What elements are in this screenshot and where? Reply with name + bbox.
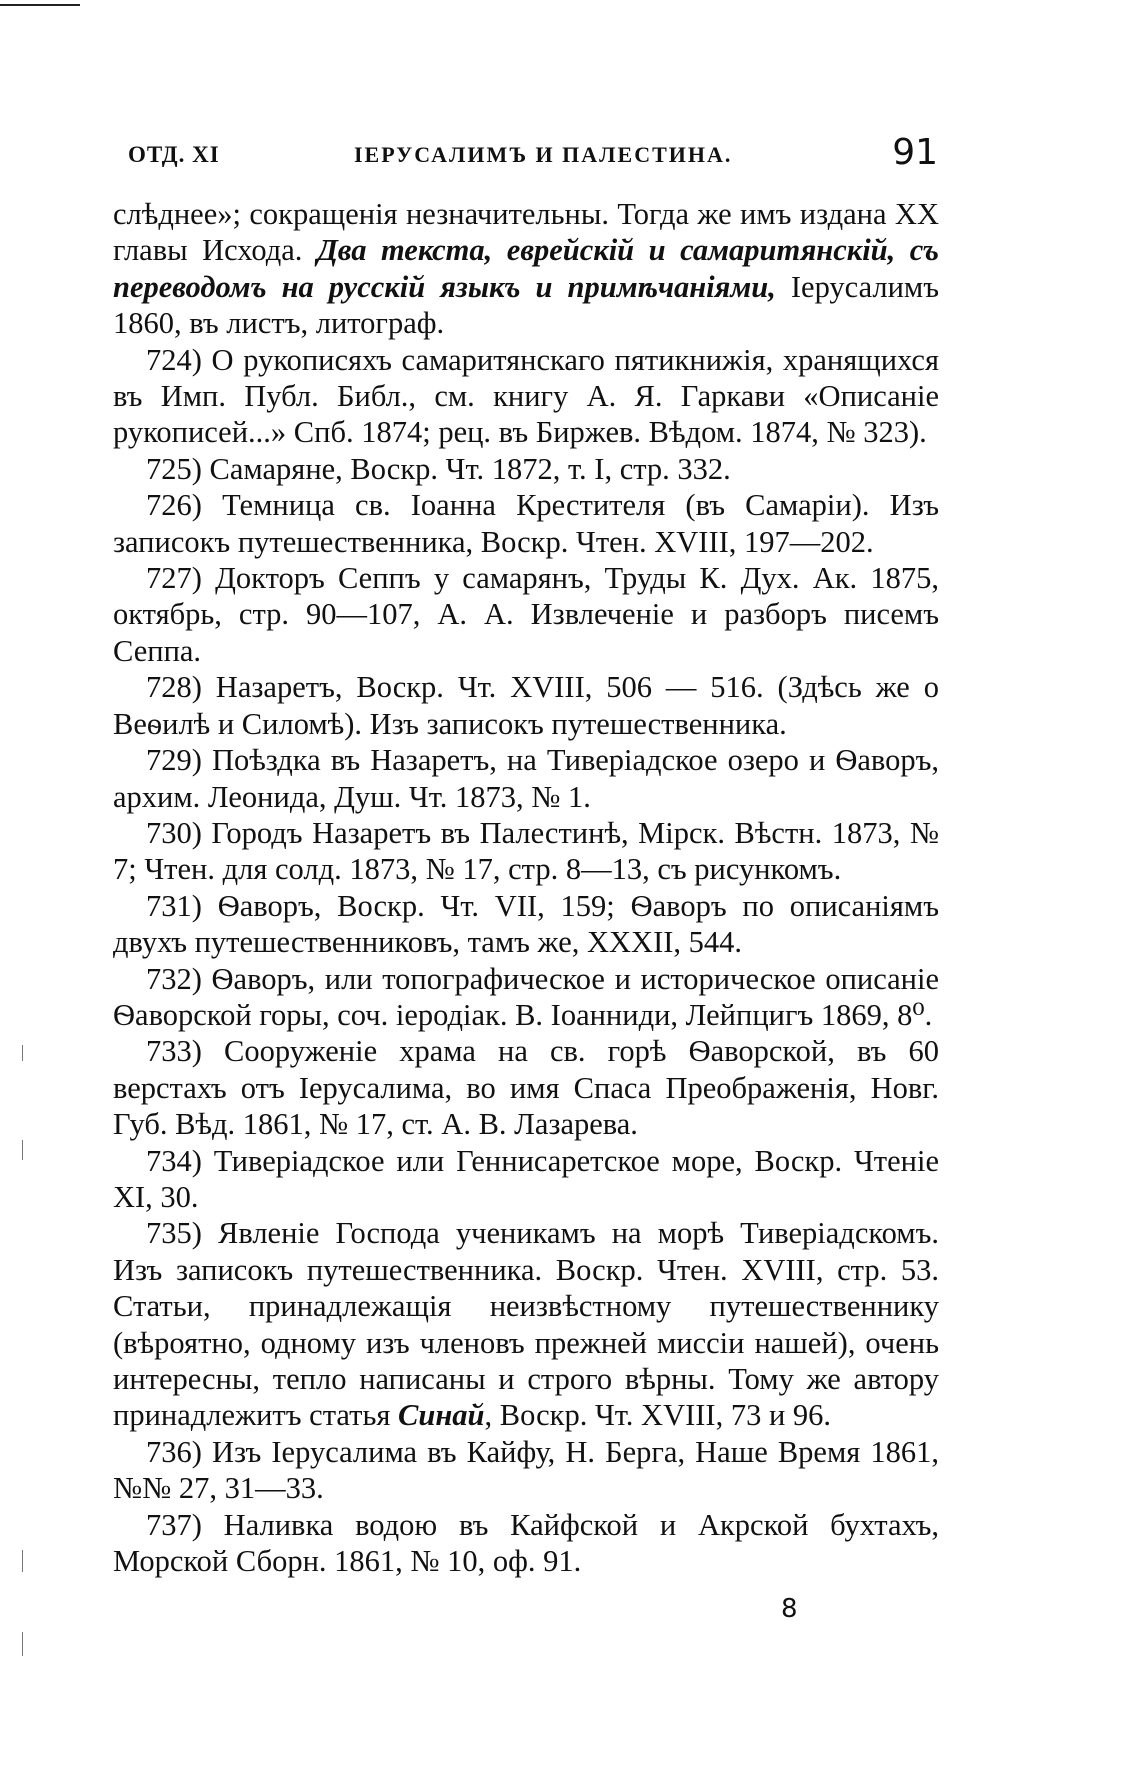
running-title: ІЕРУСАЛИМЪ И ПАЛЕСТИНА. [354,142,733,167]
entry-text: 735) Явленіе Господа ученикамъ на морѣ Тиверіадскомъ. Изъ записокъ путешественника. Воскр. Чтен. XVIII, стр. 53. Статьи, принадлежащія неизвѣстному путешественнику (вѣроятно, одному изъ членовъ прежней миссіи нашей), очень интересны, тепло написаны и строго вѣрны. Тому же автору принадлежитъ статья [113,1216,939,1433]
entry-tail: , Воскр. Чт. XVIII, 73 и 96. [484,1398,832,1433]
bibliography-entry-730: 730) Городъ Назаретъ въ Палестинѣ, Мірск. Вѣстн. 1873, № 7; Чтен. для солд. 1873, № 17, стр. 8—13, съ рисункомъ. [113,815,939,887]
bibliography-text [113,196,939,1579]
italic-title: Два текста, еврейскій и самаритянскій, съ переводомъ на русскій языкъ и примѣчаніями, [113,233,939,304]
margin-mark [22,1632,23,1656]
bibliography-entry-733: 733) Сооруженіе храма на св. горѣ Ѳаворской, въ 60 верстахъ отъ Іерусалима, во имя Спаса Преображенія, Новг. Губ. Вѣд. 1861, № 17, ст. А. В. Лазарева. [113,1034,939,1142]
bibliography-entry-736: 736) Изъ Іерусалима въ Кайфу, Н. Берга, Наше Время 1861, №№ 27, 31—33. [113,1434,939,1506]
bibliography-entry-731: 731) Ѳаворъ, Воскр. Чт. VII, 159; Ѳаворъ по описаніямъ двухъ путешественниковъ, тамъ же, XXXII, 544. [113,888,939,960]
opening-tail: Іерусалимъ 1860, въ листъ, литограф. [113,269,939,341]
signature-mark: 8 [781,1594,798,1624]
page-number: 91 [892,132,938,173]
bibliography-entry-728: 728) Назаретъ, Воскр. Чт. XVIII, 506 — 516. (Здѣсь же о Веѳилѣ и Силомѣ). Изъ записокъ путешественника. [113,670,939,741]
running-header [128,132,938,182]
bibliography-entry-726: 726) Темница св. Іоанна Крестителя (въ Самаріи). Изъ записокъ путешественника, Воскр. Чтен. XVIII, 197—202. [113,488,939,559]
continued-entry [113,196,939,342]
bibliography-entry-734: 734) Тиверіадское или Геннисаретское море, Воскр. Чтеніе XI, 30. [113,1143,939,1214]
margin-mark [22,1550,23,1572]
bibliography-entry-725: 725) Самаряне, Воскр. Чт. 1872, т. I, стр. 332. [146,451,731,486]
italic-title: Синай [398,1398,485,1433]
top-rule [0,4,80,6]
section-label: ОТД. XI [128,142,220,167]
margin-mark [22,1140,23,1160]
bibliography-entry-727: 727) Докторъ Сеппъ у самарянъ, Труды К. Дух. Ак. 1875, октябрь, стр. 90—107, А. А. Извлеченіе и разборъ писемъ Сеппа. [113,561,939,668]
bibliography-entry-732: 732) Ѳаворъ, или топографическое и историческое описаніе Ѳаворской горы, соч. іеродіак. В. Іоанниди, Лейпцигъ 1869, 8⁰. [113,961,939,1032]
bibliography-entry-729: 729) Поѣздка въ Назаретъ, на Тиверіадское озеро и Ѳаворъ, архим. Леонида, Душ. Чт. 1873, № 1. [113,743,939,814]
bibliography-entry-737: 737) Наливка водою въ Кайфской и Акрской бухтахъ, Морской Сборн. 1861, № 10, оф. 91. [113,1507,939,1579]
bibliography-entry-724: 724) О рукописяхъ самаритянскаго пятикнижія, хранящихся въ Имп. Публ. Библ., см. книгу А. Я. Гаркави «Описаніе рукописей...» Спб. 1874; рец. въ Биржев. Вѣдом. 1874, № 323). [113,342,939,450]
bibliography-entry-735 [113,1215,939,1433]
opening-text: слѣднее»; сокращенія незначительны. Тогда же имъ издана XX главы Исхода. [113,197,939,268]
margin-mark [22,1045,23,1061]
